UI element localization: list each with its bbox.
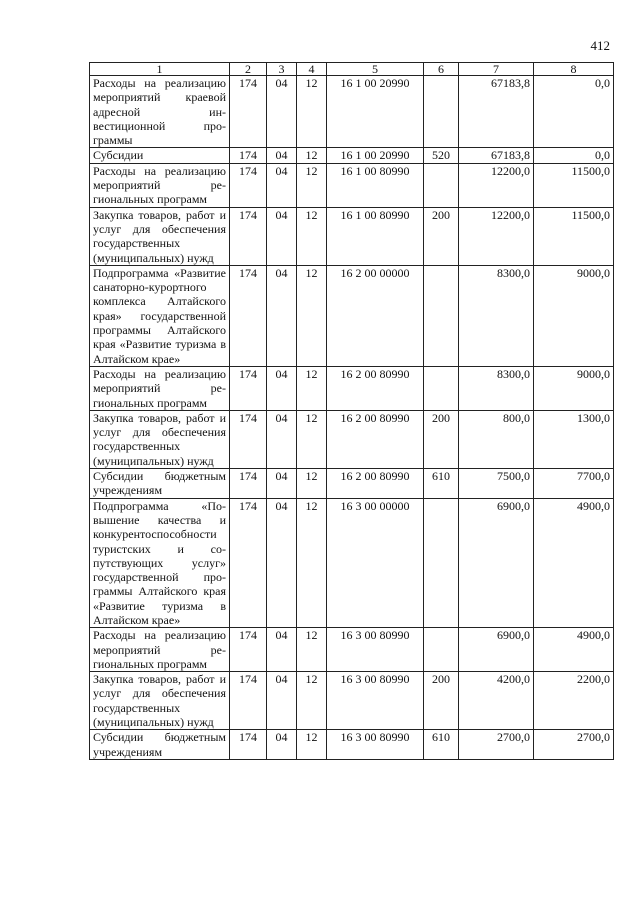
amount-year1-cell: 8300,0: [459, 366, 534, 410]
table-row: [90, 410, 614, 468]
section-code-cell: 04: [267, 628, 297, 672]
table-row: [90, 498, 614, 628]
ministry-code-cell: 174: [230, 730, 267, 760]
table-row: [90, 469, 614, 499]
ministry-code-cell: 174: [230, 366, 267, 410]
amount-year1-cell: 12200,0: [459, 207, 534, 265]
expense-type-cell: 610: [424, 730, 459, 760]
amount-year2-cell: 7700,0: [534, 469, 614, 499]
expense-name-cell: Закупка товаров, работ и услуг для обеспечения государственных (муниципальных) нужд: [90, 207, 230, 265]
ministry-code-cell: 174: [230, 148, 267, 163]
table-row: [90, 163, 614, 207]
column-header: 5: [327, 63, 424, 76]
expense-name-cell: Закупка товаров, работ и услуг для обеспечения государственных (муниципальных) нужд: [90, 410, 230, 468]
expense-type-cell: 200: [424, 207, 459, 265]
subsection-code-cell: 12: [297, 730, 327, 760]
amount-year1-cell: 7500,0: [459, 469, 534, 499]
expense-name-cell: Подпрограмма «Развитие санаторно-курортного комплекса Алтайского края» государственной программы Алтайского края «Развитие туризма в Алтайском крае»: [90, 265, 230, 366]
amount-year1-cell: 800,0: [459, 410, 534, 468]
amount-year2-cell: 4900,0: [534, 628, 614, 672]
expense-name-cell: Субсидии бюджетным учреждениям: [90, 730, 230, 760]
section-code-cell: 04: [267, 265, 297, 366]
amount-year2-cell: 11500,0: [534, 163, 614, 207]
target-article-cell: 16 1 00 80990: [327, 163, 424, 207]
target-article-cell: 16 2 00 80990: [327, 469, 424, 499]
expense-name-cell: Подпрограмма «Повышение качества и конкурентоспособности туристских и сопутствующих услуг» государственной программы Алтайского края «Развитие туризма в Алтайском крае»: [90, 498, 230, 628]
amount-year2-cell: 1300,0: [534, 410, 614, 468]
expense-type-cell: [424, 366, 459, 410]
table-row: [90, 730, 614, 760]
target-article-cell: 16 2 00 00000: [327, 265, 424, 366]
target-article-cell: 16 3 00 80990: [327, 628, 424, 672]
page-number: 412: [590, 38, 610, 53]
amount-year2-cell: 2200,0: [534, 672, 614, 730]
target-article-cell: 16 2 00 80990: [327, 410, 424, 468]
target-article-cell: 16 1 00 20990: [327, 148, 424, 163]
amount-year2-cell: 0,0: [534, 76, 614, 148]
subsection-code-cell: 12: [297, 76, 327, 148]
amount-year2-cell: 11500,0: [534, 207, 614, 265]
amount-year2-cell: 9000,0: [534, 366, 614, 410]
subsection-code-cell: 12: [297, 163, 327, 207]
expense-type-cell: [424, 163, 459, 207]
column-header: 2: [230, 63, 267, 76]
ministry-code-cell: 174: [230, 410, 267, 468]
section-code-cell: 04: [267, 163, 297, 207]
target-article-cell: 16 3 00 80990: [327, 672, 424, 730]
amount-year1-cell: 6900,0: [459, 628, 534, 672]
section-code-cell: 04: [267, 498, 297, 628]
amount-year1-cell: 4200,0: [459, 672, 534, 730]
amount-year2-cell: 0,0: [534, 148, 614, 163]
table-row: [90, 207, 614, 265]
amount-year1-cell: 6900,0: [459, 498, 534, 628]
column-header: 3: [267, 63, 297, 76]
subsection-code-cell: 12: [297, 672, 327, 730]
target-article-cell: 16 1 00 80990: [327, 207, 424, 265]
expense-name-cell: Расходы на реализацию мероприятий региональных программ: [90, 366, 230, 410]
amount-year2-cell: 9000,0: [534, 265, 614, 366]
table-row: [90, 366, 614, 410]
expense-type-cell: 200: [424, 410, 459, 468]
subsection-code-cell: 12: [297, 265, 327, 366]
column-header: 1: [90, 63, 230, 76]
ministry-code-cell: 174: [230, 498, 267, 628]
expense-type-cell: 520: [424, 148, 459, 163]
section-code-cell: 04: [267, 207, 297, 265]
budget-table: [89, 62, 614, 760]
ministry-code-cell: 174: [230, 76, 267, 148]
section-code-cell: 04: [267, 730, 297, 760]
amount-year2-cell: 2700,0: [534, 730, 614, 760]
section-code-cell: 04: [267, 672, 297, 730]
expense-name-cell: Закупка товаров, работ и услуг для обеспечения государственных (муниципальных) нужд: [90, 672, 230, 730]
amount-year2-cell: 4900,0: [534, 498, 614, 628]
subsection-code-cell: 12: [297, 410, 327, 468]
expense-name-cell: Расходы на реализацию мероприятий краевой адресной инвестиционной программы: [90, 76, 230, 148]
target-article-cell: 16 3 00 80990: [327, 730, 424, 760]
expense-name-cell: Расходы на реализацию мероприятий региональных программ: [90, 628, 230, 672]
section-code-cell: 04: [267, 148, 297, 163]
amount-year1-cell: 12200,0: [459, 163, 534, 207]
subsection-code-cell: 12: [297, 628, 327, 672]
expense-type-cell: [424, 628, 459, 672]
expense-type-cell: 200: [424, 672, 459, 730]
section-code-cell: 04: [267, 366, 297, 410]
ministry-code-cell: 174: [230, 163, 267, 207]
table-row: [90, 76, 614, 148]
ministry-code-cell: 174: [230, 628, 267, 672]
subsection-code-cell: 12: [297, 207, 327, 265]
expense-name-cell: Расходы на реализацию мероприятий региональных программ: [90, 163, 230, 207]
amount-year1-cell: 67183,8: [459, 76, 534, 148]
target-article-cell: 16 2 00 80990: [327, 366, 424, 410]
target-article-cell: 16 3 00 00000: [327, 498, 424, 628]
table-row: [90, 265, 614, 366]
subsection-code-cell: 12: [297, 148, 327, 163]
amount-year1-cell: 8300,0: [459, 265, 534, 366]
subsection-code-cell: 12: [297, 498, 327, 628]
table-row: [90, 672, 614, 730]
expense-type-cell: [424, 498, 459, 628]
section-code-cell: 04: [267, 469, 297, 499]
ministry-code-cell: 174: [230, 265, 267, 366]
target-article-cell: 16 1 00 20990: [327, 76, 424, 148]
ministry-code-cell: 174: [230, 469, 267, 499]
section-code-cell: 04: [267, 410, 297, 468]
subsection-code-cell: 12: [297, 366, 327, 410]
expense-name-cell: Субсидии бюджетным учреждениям: [90, 469, 230, 499]
column-header: 4: [297, 63, 327, 76]
ministry-code-cell: 174: [230, 672, 267, 730]
expense-type-cell: [424, 265, 459, 366]
amount-year1-cell: 2700,0: [459, 730, 534, 760]
amount-year1-cell: 67183,8: [459, 148, 534, 163]
table-row: [90, 628, 614, 672]
subsection-code-cell: 12: [297, 469, 327, 499]
table-row: [90, 148, 614, 163]
expense-type-cell: 610: [424, 469, 459, 499]
ministry-code-cell: 174: [230, 207, 267, 265]
column-number-row: [90, 63, 614, 76]
column-header: 6: [424, 63, 459, 76]
column-header: 7: [459, 63, 534, 76]
column-header: 8: [534, 63, 614, 76]
section-code-cell: 04: [267, 76, 297, 148]
expense-type-cell: [424, 76, 459, 148]
expense-name-cell: Субсидии: [90, 148, 230, 163]
